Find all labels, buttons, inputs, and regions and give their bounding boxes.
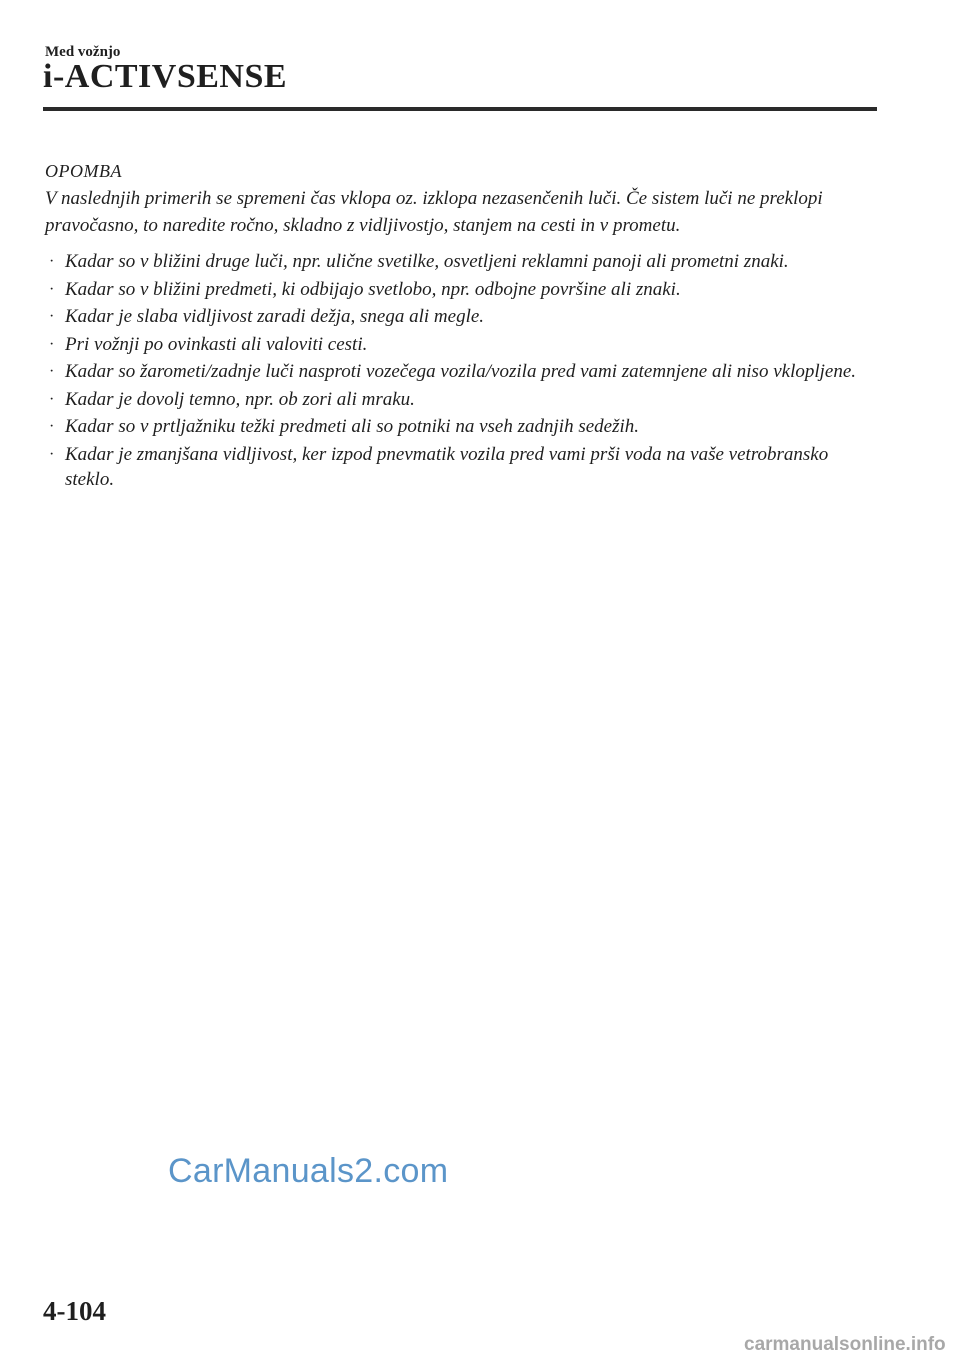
header-rule (43, 107, 877, 111)
bullet-icon: · (49, 363, 55, 380)
footer-site-link[interactable]: carmanualsonline.info (744, 1334, 946, 1355)
bullet-icon: · (49, 280, 55, 298)
list-item (45, 304, 875, 330)
list-item (45, 387, 875, 413)
list-item (45, 249, 875, 275)
list-item (45, 414, 875, 440)
list-item-text: Kadar je dovolj temno, npr. ob zori ali mraku. (65, 388, 415, 410)
bullet-icon: · (49, 253, 55, 270)
list-item (45, 277, 875, 303)
section-label: Med vožnjo (45, 44, 121, 60)
note-block (45, 158, 875, 495)
chapter-title: i-ACTIVSENSE (43, 58, 288, 95)
bullet-icon: · (49, 308, 55, 325)
watermark-logo: CarManuals2.com (168, 1152, 449, 1190)
note-title: OPOMBA (45, 161, 122, 181)
bullet-icon: · (49, 445, 55, 463)
bullet-icon: · (49, 335, 55, 353)
list-item (45, 359, 875, 385)
list-item-text: Kadar so žarometi/zadnje luči nasproti vozečega vozila/vozila pred vami zatemnjene ali niso vklopljene. (65, 361, 857, 382)
page-number: 4-104 (43, 1296, 106, 1326)
list-item-text: Kadar je zmanjšana vidljivost, ker izpod pnevmatik vozila pred vami prši voda na vaše vetrobransko steklo. (65, 443, 829, 490)
note-bullet-list (45, 249, 875, 493)
list-item (45, 442, 875, 493)
bullet-icon: · (49, 418, 55, 435)
list-item-text: Kadar so v bližini predmeti, ki odbijajo svetlobo, npr. odbojne površine ali znaki. (65, 278, 681, 300)
list-item-text: Kadar so v prtljažniku težki predmeti ali so potniki na vseh zadnjih sedežih. (65, 416, 639, 437)
list-item-text: Kadar je slaba vidljivost zaradi dežja, snega ali megle. (65, 306, 485, 327)
list-item-text: Kadar so v bližini druge luči, npr. ulične svetilke, osvetljeni reklamni panoji ali prometni znaki. (65, 251, 789, 272)
list-item-text: Pri vožnji po ovinkasti ali valoviti cesti. (65, 333, 368, 355)
bullet-icon: · (49, 390, 55, 408)
note-intro: V naslednjih primerih se spremeni čas vklopa oz. izklopa nezasenčenih luči. Če sistem luči ne preklopi pravočasno, to naredite ročno, skladno z vidljivostjo, stanjem na cesti in v prometu. (45, 188, 823, 236)
list-item (45, 332, 875, 358)
